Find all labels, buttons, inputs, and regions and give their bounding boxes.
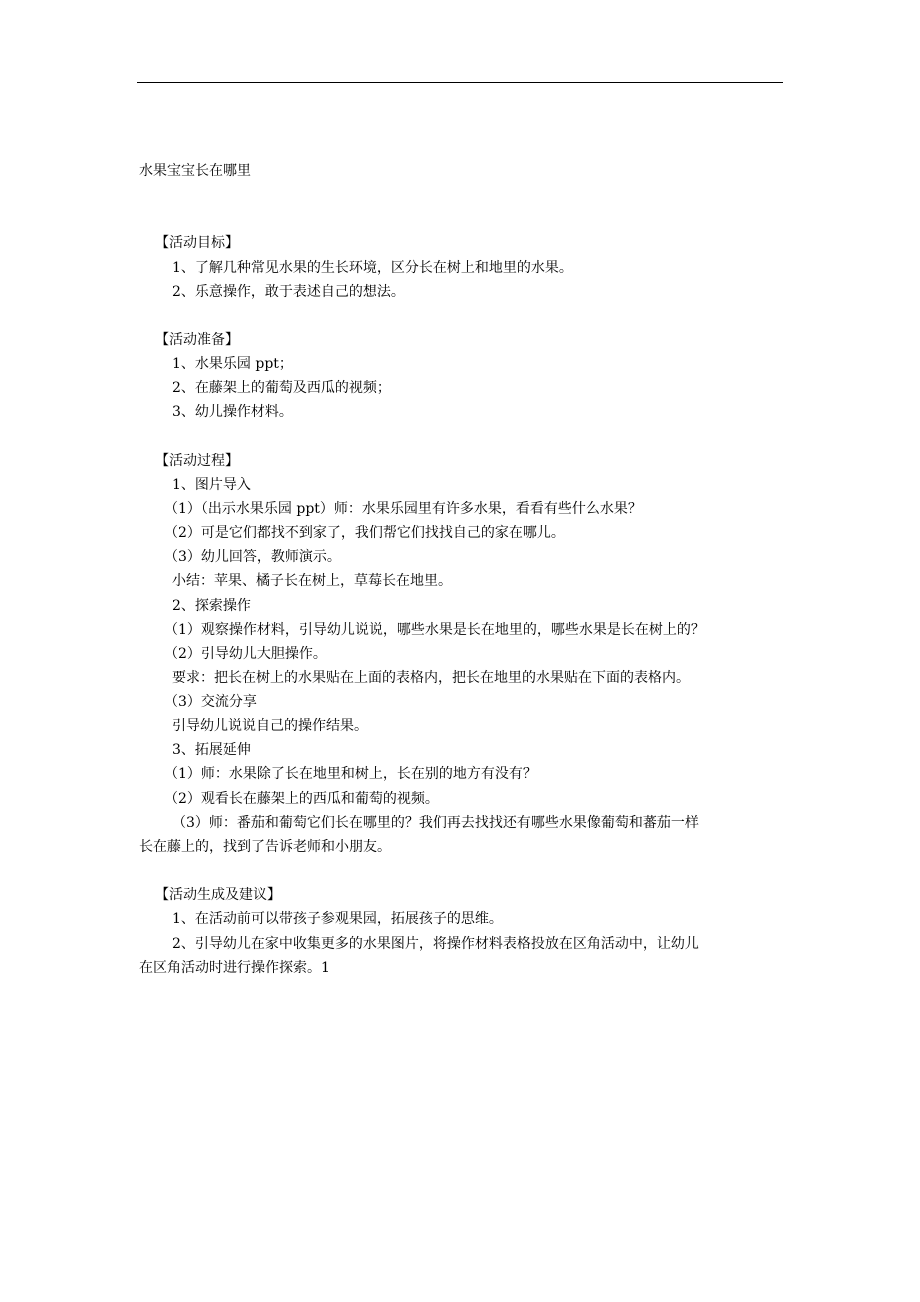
suggestion-line: 2、引导幼儿在家中收集更多的水果图片，将操作材料表格投放在区角活动中，让幼儿 bbox=[172, 936, 699, 952]
process-line: 小结：苹果、橘子长在树上，草莓长在地里。 bbox=[172, 573, 452, 589]
suggestion-line: 在区角活动时进行操作探索。1 bbox=[139, 960, 330, 976]
process-line: 2、探索操作 bbox=[172, 598, 251, 614]
document-title: 水果宝宝长在哪里 bbox=[139, 163, 251, 179]
process-line: （1）观察操作材料，引导幼儿说说，哪些水果是长在地里的，哪些水果是长在树上的？ bbox=[164, 622, 705, 638]
process-line: 3、拓展延伸 bbox=[172, 742, 251, 758]
process-line: （3）师：番茄和葡萄它们长在哪里的？我们再去找找还有哪些水果像葡萄和蕃茄一样 bbox=[172, 815, 699, 831]
section-heading-preparation: 【活动准备】 bbox=[155, 332, 239, 348]
section-heading-process: 【活动过程】 bbox=[155, 453, 239, 469]
process-line: （3）幼儿回答，教师演示。 bbox=[164, 549, 341, 565]
section-heading-suggestion: 【活动生成及建议】 bbox=[155, 887, 281, 903]
process-line: （3）交流分享 bbox=[164, 694, 257, 710]
suggestion-line: 1、在活动前可以带孩子参观果园，拓展孩子的思维。 bbox=[172, 911, 503, 927]
process-line: （1）（出示水果乐园 ppt）师：水果乐园里有许多水果，看看有些什么水果？ bbox=[164, 501, 642, 517]
process-line: （1）师：水果除了长在地里和树上，长在别的地方有没有？ bbox=[164, 766, 537, 782]
process-line: 要求：把长在树上的水果贴在上面的表格内，把长在地里的水果贴在下面的表格内。 bbox=[172, 670, 690, 686]
goal-item: 2、乐意操作，敢于表述自己的想法。 bbox=[172, 284, 405, 300]
preparation-item: 2、在藤架上的葡萄及西瓜的视频； bbox=[172, 380, 391, 396]
process-line: （2）可是它们都找不到家了，我们帮它们找找自己的家在哪儿。 bbox=[164, 525, 565, 541]
process-line: 1、图片导入 bbox=[172, 477, 251, 493]
preparation-item: 3、幼儿操作材料。 bbox=[172, 404, 293, 420]
header-rule bbox=[137, 82, 783, 83]
process-line: 引导幼儿说说自己的操作结果。 bbox=[172, 718, 368, 734]
process-line: （2）观看长在藤架上的西瓜和葡萄的视频。 bbox=[164, 791, 439, 807]
section-heading-goal: 【活动目标】 bbox=[155, 235, 239, 251]
preparation-item: 1、水果乐园 ppt； bbox=[172, 356, 293, 372]
process-line: （2）引导幼儿大胆操作。 bbox=[164, 646, 327, 662]
goal-item: 1、了解几种常见水果的生长环境，区分长在树上和地里的水果。 bbox=[172, 260, 573, 276]
process-line: 长在藤上的，找到了告诉老师和小朋友。 bbox=[139, 839, 391, 855]
